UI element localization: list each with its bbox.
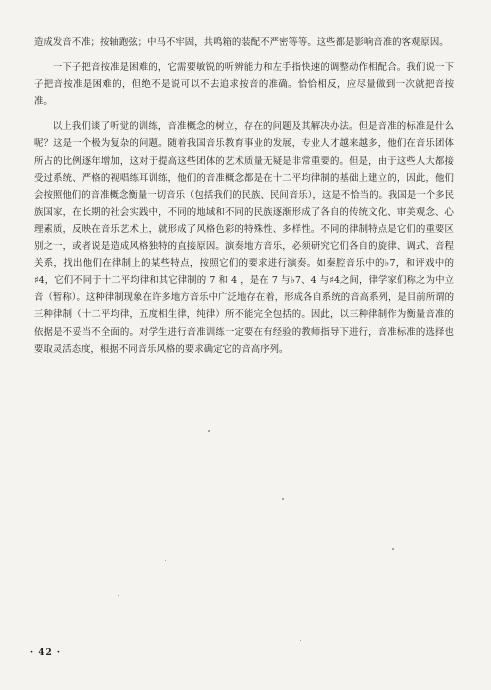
scan-speck	[300, 640, 301, 641]
body-text	[34, 34, 454, 358]
paragraph-gap	[34, 51, 454, 59]
paragraph-2: 一下子把音按准是困难的，它需要敏锐的听辨能力和左手指快速的调整动作相配合。我们说一下子把音按准是困难的，但绝不是说可以不去追求按音的准确。恰恰相反，应尽量做到一次就把音按准。	[34, 62, 454, 108]
page-number: · 42 ·	[30, 648, 62, 658]
paragraph-3: 以上我们谈了听觉的训练，音准概念的树立，存在的问题及其解决办法。但是音准的标准是什么呢？这是一个极为复杂的问题。随着我国音乐教育事业的发展，专业人才越来越多，他们在音乐团体所占的比例逐年增加，这对于提高这些团体的艺术质量无疑是非常重要的。但是，由于这些人大都接受过系统、严格的视唱练耳训练，他们的音准概念都是在十二平均律制的基础上建立的，因此，他们会按照他们的音准概念衡量一切音乐（包括我们的民族、民间音乐），这是不恰当的。我国是一个多民族国家，在长期的社会实践中，不同的地域和不同的民族逐渐形成了各自的传统文化、审美观念、心理素质，反映在音乐艺术上，就形成了风格色彩的特殊性、多样性。不同的律制特点是它们的重要区别之一，或者说是造成风格独特的直接原因。演奏地方音乐，必须研究它们各自的旋律、调式、音程关系，找出他们在律制上的某些特点，按照它们的要求进行演奏。如秦腔音乐中的♭7，和评戏中的♯4，它们不同于十二平均律和其它律制的 7 和 4 ，是在 7 与♭7、4 与♯4之间，律学家们称之为中立音（暂称）。这种律制现象在许多地方音乐中广泛地存在着，形成各自系统的音高系列，是目前所谓的三种律制（十二平均律，五度相生律，纯律）所不能完全包括的。因此，以三种律制作为衡量音准的依据是不妥当不全面的。对学生进行音准训练一定要在有经验的教师指导下进行，音准标准的选择也要取灵活态度，根据不同音乐风格的要求确定它的音高序列。	[34, 121, 454, 355]
scan-speck	[282, 498, 284, 500]
scan-speck	[208, 430, 210, 432]
scan-speck	[392, 548, 394, 550]
paragraph-gap	[34, 110, 454, 118]
scan-speck	[118, 595, 119, 596]
paragraph-1: 造成发音不准；按轴跑弦；中马不牢固，共鸣箱的装配不严密等等。这些都是影响音准的客观原因。	[34, 37, 449, 48]
scan-speck	[165, 560, 166, 561]
